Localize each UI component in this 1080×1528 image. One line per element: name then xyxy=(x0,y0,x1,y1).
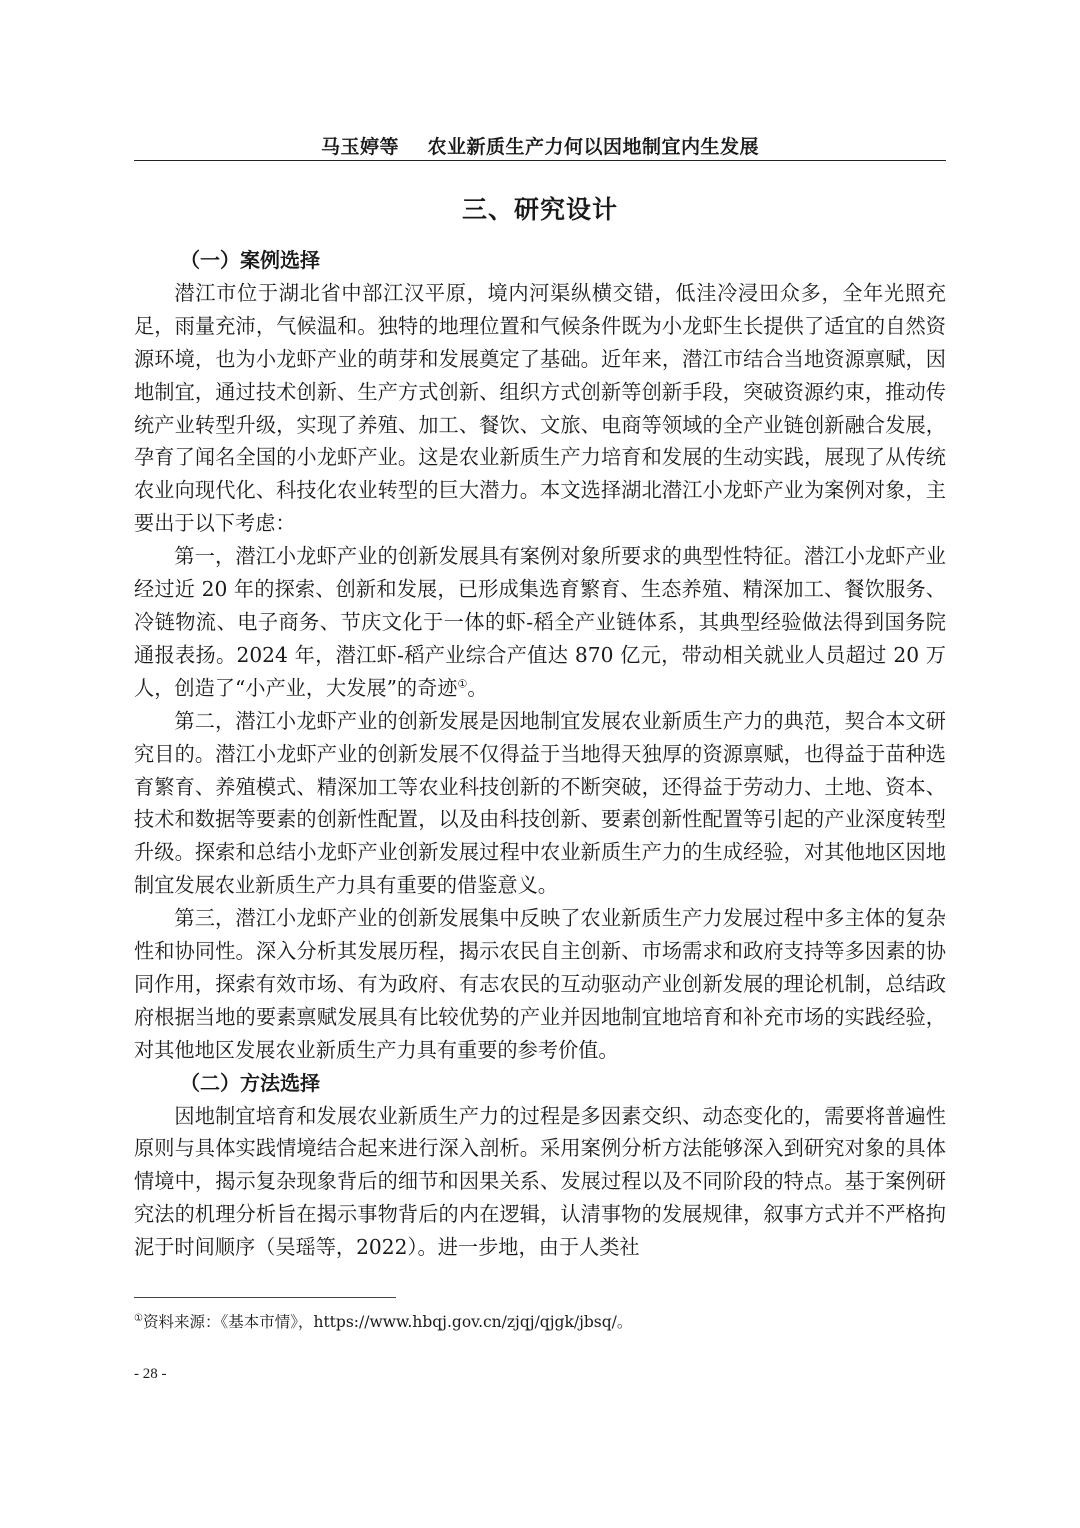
subsection-heading-method-selection: （二）方法选择 xyxy=(180,1070,320,1095)
subsection-heading-case-selection: （一）案例选择 xyxy=(180,248,320,272)
running-head xyxy=(134,132,946,159)
footnote-reference[interactable]: ① xyxy=(457,677,468,691)
page-number: - 28 - xyxy=(134,1366,167,1382)
section-title: 三、研究设计 xyxy=(461,195,618,224)
running-head-title: 农业新质生产力何以因地制宜内生发展 xyxy=(427,136,759,158)
footnote-rule xyxy=(134,1297,396,1298)
header-rule xyxy=(134,160,946,161)
paragraph-text: 第一，潜江小龙虾产业的创新发展具有案例对象所要求的典型性特征。潜江小龙虾产业经过近 20 年的探索、创新和发展，已形成集选育繁育、生态养殖、精深加工、餐饮服务、冷链物流、电子商务、节庆文化于一体的虾-稻全产业链体系，其典型经验做法得到国务院通报表扬。2024 年，潜江虾-稻产业综合产值达 870 亿元，带动相关就业人员超过 20 万人，创造了“小产业，大发展”的奇迹 xyxy=(134,544,946,700)
paragraph: 因地制宜培育和发展农业新质生产力的过程是多因素交织、动态变化的，需要将普遍性原则与具体实践情境结合起来进行深入剖析。采用案例分析方法能够深入到研究对象的具体情境中，揭示复杂现象背后的细节和因果关系、发展过程以及不同阶段的特点。基于案例研究法的机理分析旨在揭示事物背后的内在逻辑，认清事物的发展规律，叙事方式并不严格拘泥于时间顺序（吴瑶等，2022）。进一步地，由于人类社 xyxy=(134,1103,946,1260)
paragraph: 潜江市位于湖北省中部江汉平原，境内河渠纵横交错，低洼冷浸田众多，全年光照充足，雨量充沛，气候温和。独特的地理位置和气候条件既为小龙虾生长提供了适宜的自然资源环境，也为小龙虾产业的萌芽和发展奠定了基础。近年来，潜江市结合当地资源禀赋，因地制宜，通过技术创新、生产方式创新、组织方式创新等创新手段，突破资源约束，推动传统产业转型升级，实现了养殖、加工、餐饮、文旅、电商等领域的全产业链创新融合发展，孕育了闻名全国的小龙虾产业。这是农业新质生产力培育和发展的生动实践，展现了从传统农业向现代化、科技化农业转型的巨大潜力。本文选择湖北潜江小龙虾产业为案例对象，主要出于以下考虑： xyxy=(134,280,946,536)
footnote-marker: ① xyxy=(134,1312,143,1324)
paragraph: 第三，潜江小龙虾产业的创新发展集中反映了农业新质生产力发展过程中多主体的复杂性和协同性。深入分析其发展历程，揭示农民自主创新、市场需求和政府支持等多因素的协同作用，探索有效市场、有为政府、有志农民的互动驱动产业创新发展的理论机制，总结政府根据当地的要素禀赋发展具有比较优势的产业并因地制宜地培育和补充市场的实践经验，对其他地区发展农业新质生产力具有重要的参考价值。 xyxy=(134,906,946,1062)
body-text xyxy=(134,244,946,1264)
footnote xyxy=(134,1311,946,1333)
paragraph-end-punct: 。 xyxy=(467,675,488,700)
running-head-authors: 马玉婷等 xyxy=(321,136,400,158)
paragraph xyxy=(134,540,946,705)
footnote-text: 资料来源：《基本市情》，https://www.hbqj.gov.cn/zjqj/qjgk/jbsq/。 xyxy=(142,1313,633,1331)
paragraph: 第二，潜江小龙虾产业的创新发展是因地制宜发展农业新质生产力的典范，契合本文研究目的。潜江小龙虾产业的创新发展不仅得益于当地得天独厚的资源禀赋，也得益于苗种选育繁育、养殖模式、精深加工等农业科技创新的不断突破，还得益于劳动力、土地、资本、技术和数据等要素的创新性配置，以及由科技创新、要素创新性配置等引起的产业深度转型升级。探索和总结小龙虾产业创新发展过程中农业新质生产力的生成经验，对其他地区因地制宜发展农业新质生产力具有重要的借鉴意义。 xyxy=(134,708,946,898)
